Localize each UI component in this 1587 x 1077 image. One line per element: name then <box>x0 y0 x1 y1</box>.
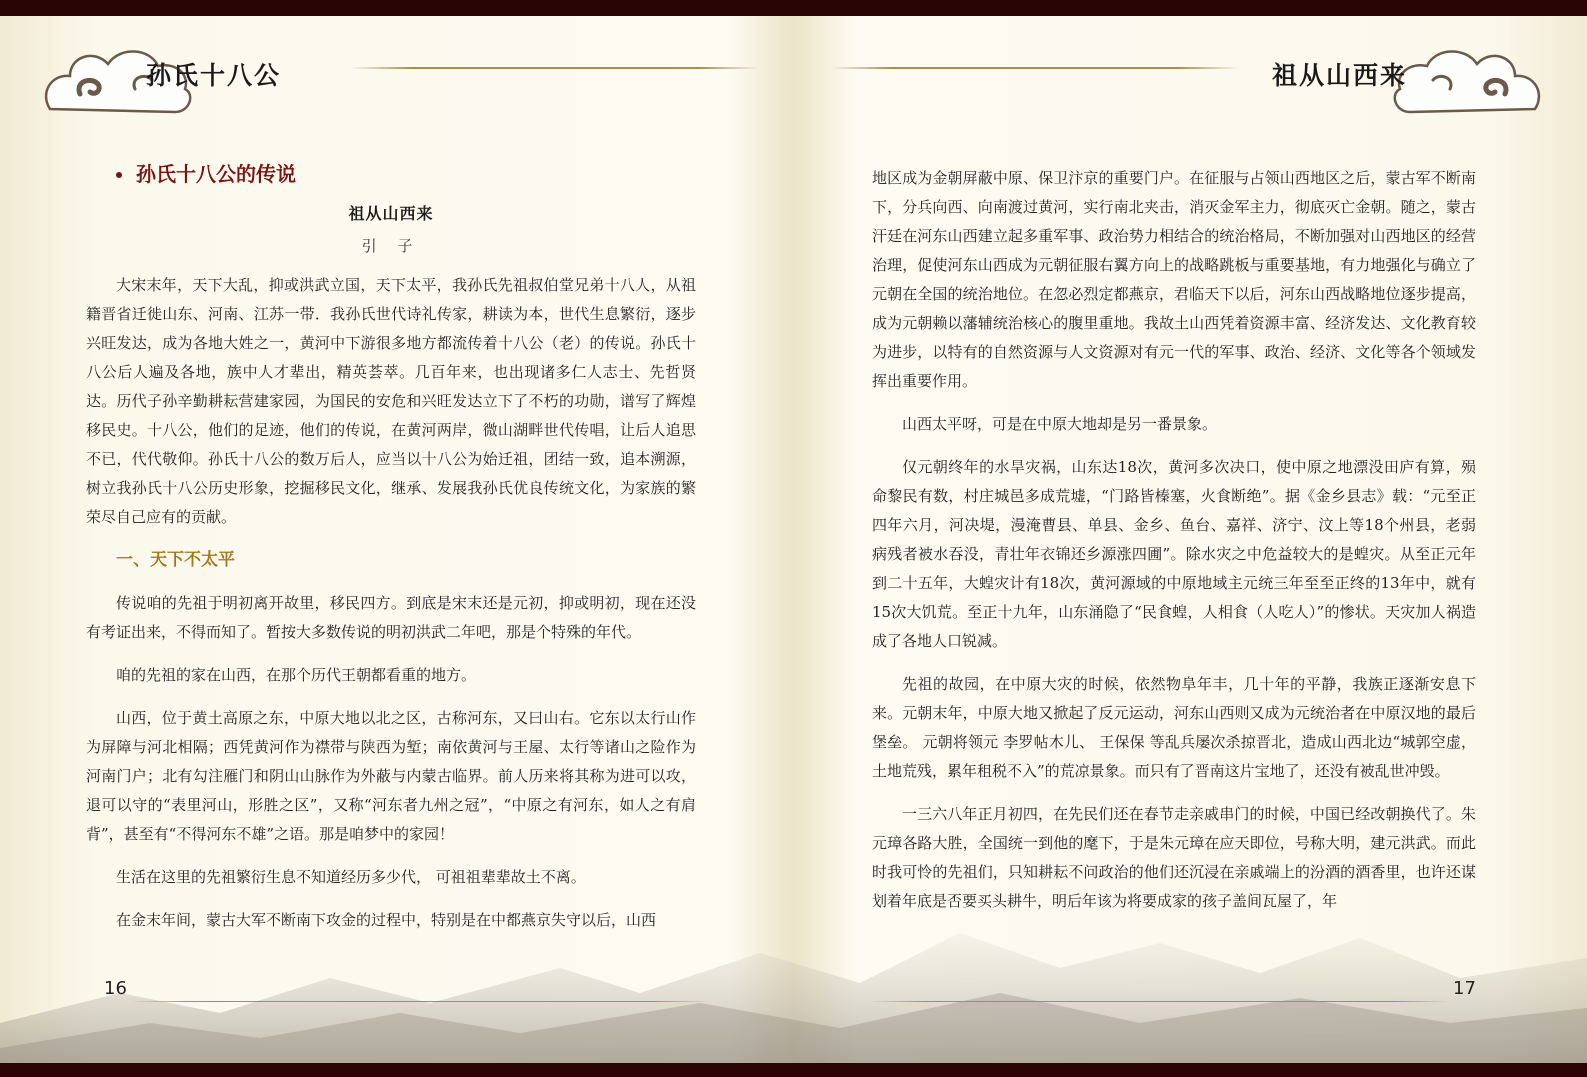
left-page-content <box>86 160 696 949</box>
body-paragraph: 一三六八年正月初四，在先民们还在春节走亲戚串门的时候，中国已经改朝换代了。朱元璋各路大胜，全国统一到他的麾下，于是朱元璋在应天即位，号称大明，建元洪武。而此时我可怜的先祖们，只知耕耘不问政治的他们还沉浸在亲戚端上的汾酒的酒香里，也许还谋划着年底是否要买头耕牛，明后年该为将要成家的孩子盖间瓦屋了，年 <box>872 805 1476 910</box>
continued-paragraph: 地区成为金朝屏蔽中原、保卫汴京的重要门户。在征服与占领山西地区之后，蒙古军不断南下，分兵向西、向南渡过黄河，实行南北夹击，消灭金军主力，彻底灭亡金朝。随之，蒙古汗廷在河东山西建立起多重军事、政治势力相结合的统治格局，不断加强对山西地区的经营治理，促使河东山西成为元朝征服右翼方向上的战略跳板与重要基地，有力地强化与确立了元朝在全国的统治地位。在忽必烈定都燕京，君临天下以后，河东山西战略地位逐步提高，成为元朝赖以藩辅统治核心的腹里重地。我故土山西凭着资源丰富、经济发达、文化教育较为进步，以特有的自然资源与人文资源对有元一代的军事、政治、经济、文化等各个领域发挥出重要作用。 <box>872 169 1476 390</box>
article-title: 祖从山西来 <box>348 204 434 223</box>
header-rule-left <box>350 67 760 69</box>
running-title-left: 孙氏十八公 <box>146 61 282 90</box>
top-border <box>0 0 1587 16</box>
intro-paragraph: 大宋末年，天下大乱，抑或洪武立国，天下太平，我孙氏先祖叔伯堂兄弟十八人，从祖籍晋省迁徙山东、河南、江苏一带．我孙氏世代诗礼传家，耕读为本，世代生息繁衍，逐步兴旺发达，成为各地大姓之一，黄河中下游很多地方都流传着十八公（老）的传说。孙氏十八公后人遍及各地，族中人才辈出，精英荟萃。几百年来，也出现诸多仁人志士、先哲贤达。历代子孙辛勤耕耘营建家园，为国民的安危和兴旺发达立下了不朽的功勋，谱写了辉煌移民史。十八公，他们的足迹，他们的传说，在黄河两岸，微山湖畔世代传唱，让后人追思不已，代代敬仰。孙氏十八公的数万后人，应当以十八公为始迁祖，团结一致，追本溯源，树立我孙氏十八公历史形象，挖掘移民文化，继承、发展我孙氏优良传统文化，为家族的繁荣尽自己应有的贡献。 <box>86 276 696 526</box>
right-page-content <box>872 164 1476 930</box>
body-paragraph: 在金末年间，蒙古大军不断南下攻金的过程中，特别是在中都燕京失守以后，山西 <box>116 911 657 929</box>
bullet-icon <box>116 172 122 178</box>
body-paragraph: 山西太平呀，可是在中原大地却是另一番景象。 <box>902 415 1218 433</box>
section-title <box>116 160 696 189</box>
body-paragraph: 生活在这里的先祖繁衍生息不知道经历多少代， 可祖祖辈辈故土不离。 <box>116 868 586 886</box>
header-rule-right <box>830 67 1240 69</box>
body-paragraph: 山西，位于黄土高原之东，中原大地以北之区，古称河东，又曰山右。它东以太行山作为屏障与河北相隔；西凭黄河作为襟带与陕西为堑；南依黄河与王屋、太行等诸山之险作为河南门户；北有勾注雁门和阴山山脉作为外蔽与内蒙古临界。前人历来将其称为进可以攻，退可以守的“表里河山，形胜之区”，又称“河东者九州之冠”，“中原之有河东，如人之有肩背”，甚至有“不得河东不雄”之语。那是咱梦中的家园！ <box>86 709 696 843</box>
body-paragraph: 传说咱的先祖于明初离开故里，移民四方。到底是宋末还是元初，抑或明初，现在还没有考证出来，不得而知了。暂按大多数传说的明初洪武二年吧，那是个特殊的年代。 <box>86 594 696 641</box>
footer-rule-right <box>870 1001 1450 1002</box>
sub-heading: 一、天下不太平 <box>116 550 235 570</box>
article-subtitle: 引 子 <box>361 237 421 255</box>
running-title-right: 祖从山西来 <box>1272 61 1408 90</box>
page-number-right: 17 <box>1453 978 1476 999</box>
footer-rule-left <box>130 1001 710 1002</box>
page-number-left: 16 <box>104 978 127 999</box>
book-spread <box>0 16 1587 1063</box>
body-paragraph: 咱的先祖的家在山西，在那个历代王朝都看重的地方。 <box>116 666 477 684</box>
body-paragraph: 先祖的故园，在中原大灾的时候，依然物阜年丰，几十年的平静，我族正逐渐安息下来。元朝末年，中原大地又掀起了反元运动，河东山西则又成为元统治者在中原汉地的最后堡垒。 元朝将领元 李罗帖木儿、 王保保 等乱兵屡次杀掠晋北，造成山西北边“城郭空虚，土地荒残，累年租税不入”的荒凉景象。而只有了晋南这片宝地了，还没有被乱世冲毁。 <box>872 675 1476 780</box>
body-paragraph: 仅元朝终年的水旱灾祸，山东达18次，黄河多次决口，使中原之地漂没田庐有算，殒命黎民有数，村庄城邑多成荒墟，“门路皆榛塞，火食断绝”。据《金乡县志》载：“元至正四年六月，河决堤，漫淹曹县、单县、金乡、鱼台、嘉祥、济宁、汶上等18个州县，老弱病残者被水吞没，青壮年衣锦还乡源涨四圃”。除水灾之中危益较大的是蝗灾。从至正元年到二十五年，大蝗灾计有18次，黄河源域的中原地域主元统三年至至正终的13年中，就有15次大饥荒。至正十九年，山东涌隐了“民食蝗，人相食（人吃人）”的惨状。天灾加人祸造成了各地人口锐减。 <box>872 458 1476 650</box>
bottom-border <box>0 1063 1587 1077</box>
cloud-ornament-right-icon <box>1385 34 1545 124</box>
section-title-text: 孙氏十八公的传说 <box>136 162 296 186</box>
